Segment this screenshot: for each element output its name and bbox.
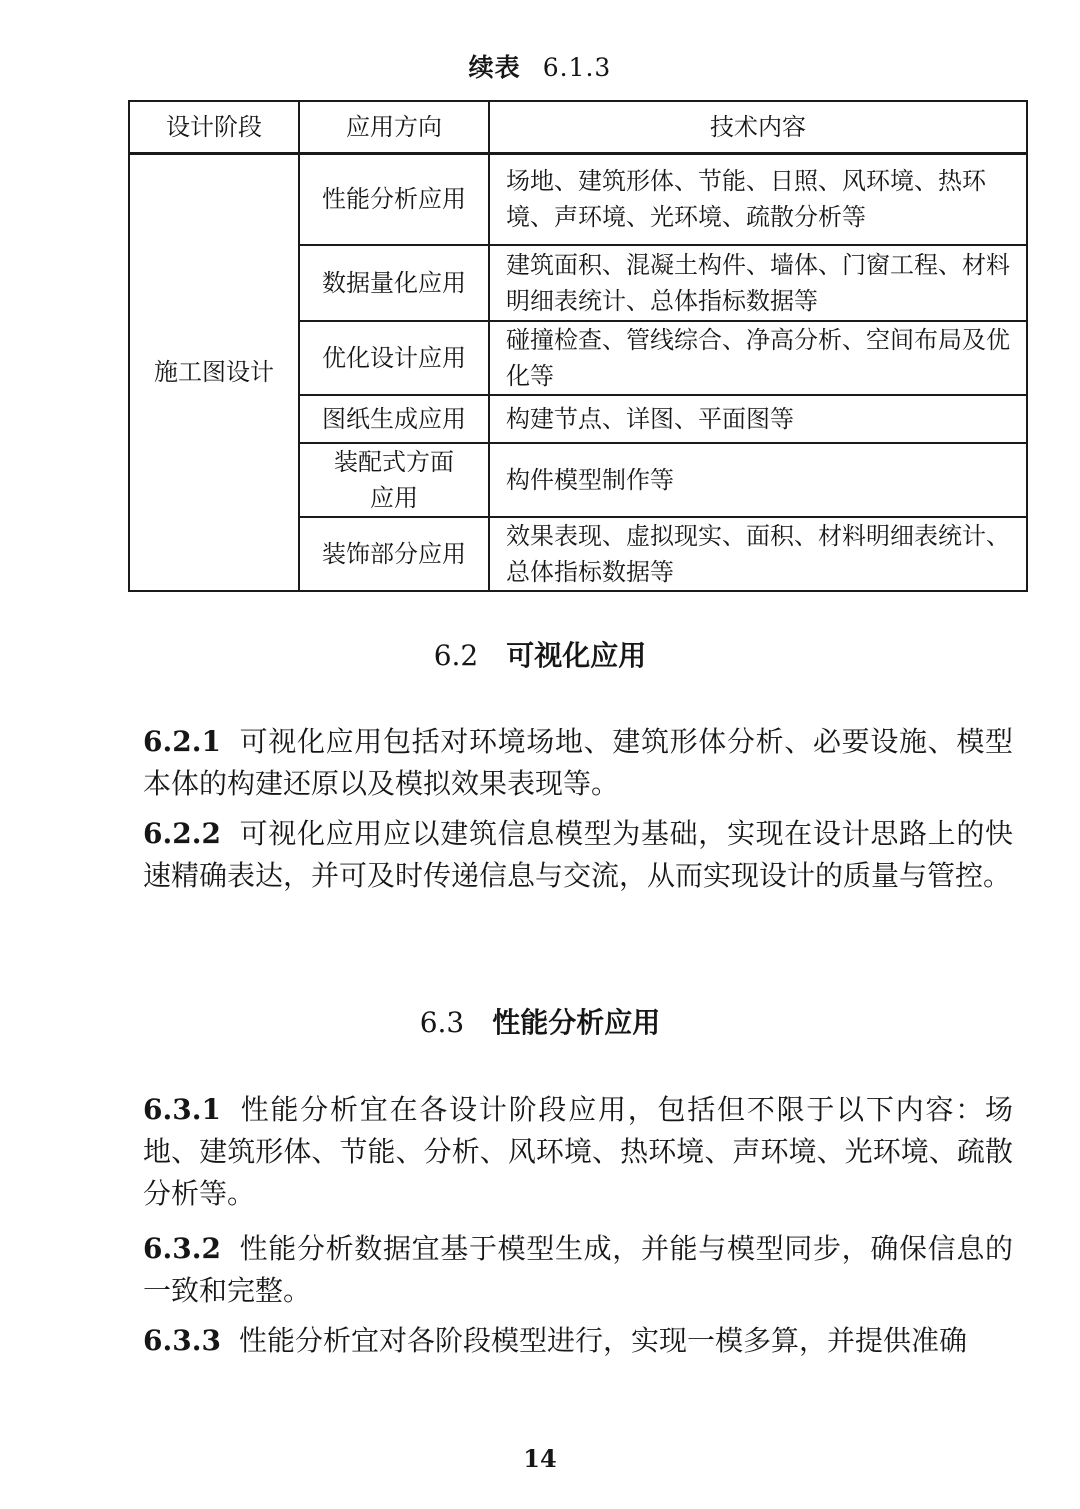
section-title: 可视化应用	[506, 639, 647, 672]
clause-number: 6.3.1	[143, 1093, 221, 1126]
clause-paragraph	[143, 1320, 1013, 1362]
stage-cell: 施工图设计	[129, 154, 299, 591]
content-cell: 场地、建筑形体、节能、日照、风环境、热环境、声环境、光环境、疏散分析等	[489, 154, 1027, 245]
direction-cell: 性能分析应用	[299, 154, 489, 245]
table-caption-number: 6.1.3	[542, 53, 612, 82]
direction-cell: 数据量化应用	[299, 245, 489, 321]
content-cell: 碰撞检查、管线综合、净高分析、空间布局及优化等	[489, 321, 1027, 395]
clause-number: 6.2.2	[143, 817, 221, 850]
table-caption-label: 续表	[468, 53, 521, 82]
clause-text: 可视化应用应以建筑信息模型为基础，实现在设计思路上的快速精确表达，并可及时传递信息与交流，从而实现设计的质量与管控。	[143, 817, 1013, 892]
header-design-stage: 设计阶段	[129, 101, 299, 154]
clause-paragraph	[143, 1089, 1013, 1215]
application-table	[128, 100, 1028, 592]
content-cell: 效果表现、虚拟现实、面积、材料明细表统计、总体指标数据等	[489, 517, 1027, 591]
section-number: 6.3	[419, 1006, 465, 1039]
table-header-row	[129, 101, 1027, 154]
content-cell: 构建节点、详图、平面图等	[489, 395, 1027, 443]
section-number: 6.2	[433, 639, 479, 672]
clause-paragraph	[143, 1228, 1013, 1312]
clause-paragraph	[143, 813, 1013, 897]
header-application-direction: 应用方向	[299, 101, 489, 154]
content-cell: 建筑面积、混凝土构件、墙体、门窗工程、材料明细表统计、总体指标数据等	[489, 245, 1027, 321]
direction-cell: 优化设计应用	[299, 321, 489, 395]
page-number: 14	[523, 1444, 557, 1473]
clause-text: 性能分析宜对各阶段模型进行，实现一模多算，并提供准确	[238, 1324, 967, 1357]
clause-text: 可视化应用包括对环境场地、建筑形体分析、必要设施、模型本体的构建还原以及模拟效果表现等。	[143, 725, 1013, 800]
clause-text: 性能分析数据宜基于模型生成，并能与模型同步，确保信息的一致和完整。	[143, 1232, 1013, 1307]
section-title: 性能分析应用	[492, 1006, 661, 1039]
table-caption	[0, 48, 1080, 84]
header-technical-content: 技术内容	[489, 101, 1027, 154]
direction-cell: 装配式方面应用	[299, 443, 489, 517]
clause-number: 6.2.1	[143, 725, 221, 758]
section-heading	[0, 634, 1080, 674]
direction-cell: 图纸生成应用	[299, 395, 489, 443]
direction-cell: 装饰部分应用	[299, 517, 489, 591]
section-heading	[0, 1001, 1080, 1041]
clause-text: 性能分析宜在各设计阶段应用，包括但不限于以下内容：场地、建筑形体、节能、分析、风环境、热环境、声环境、光环境、疏散分析等。	[143, 1093, 1013, 1210]
table-row	[129, 154, 1027, 245]
content-cell: 构件模型制作等	[489, 443, 1027, 517]
clause-number: 6.3.2	[143, 1232, 221, 1265]
clause-number: 6.3.3	[143, 1324, 221, 1357]
clause-paragraph	[143, 721, 1013, 805]
